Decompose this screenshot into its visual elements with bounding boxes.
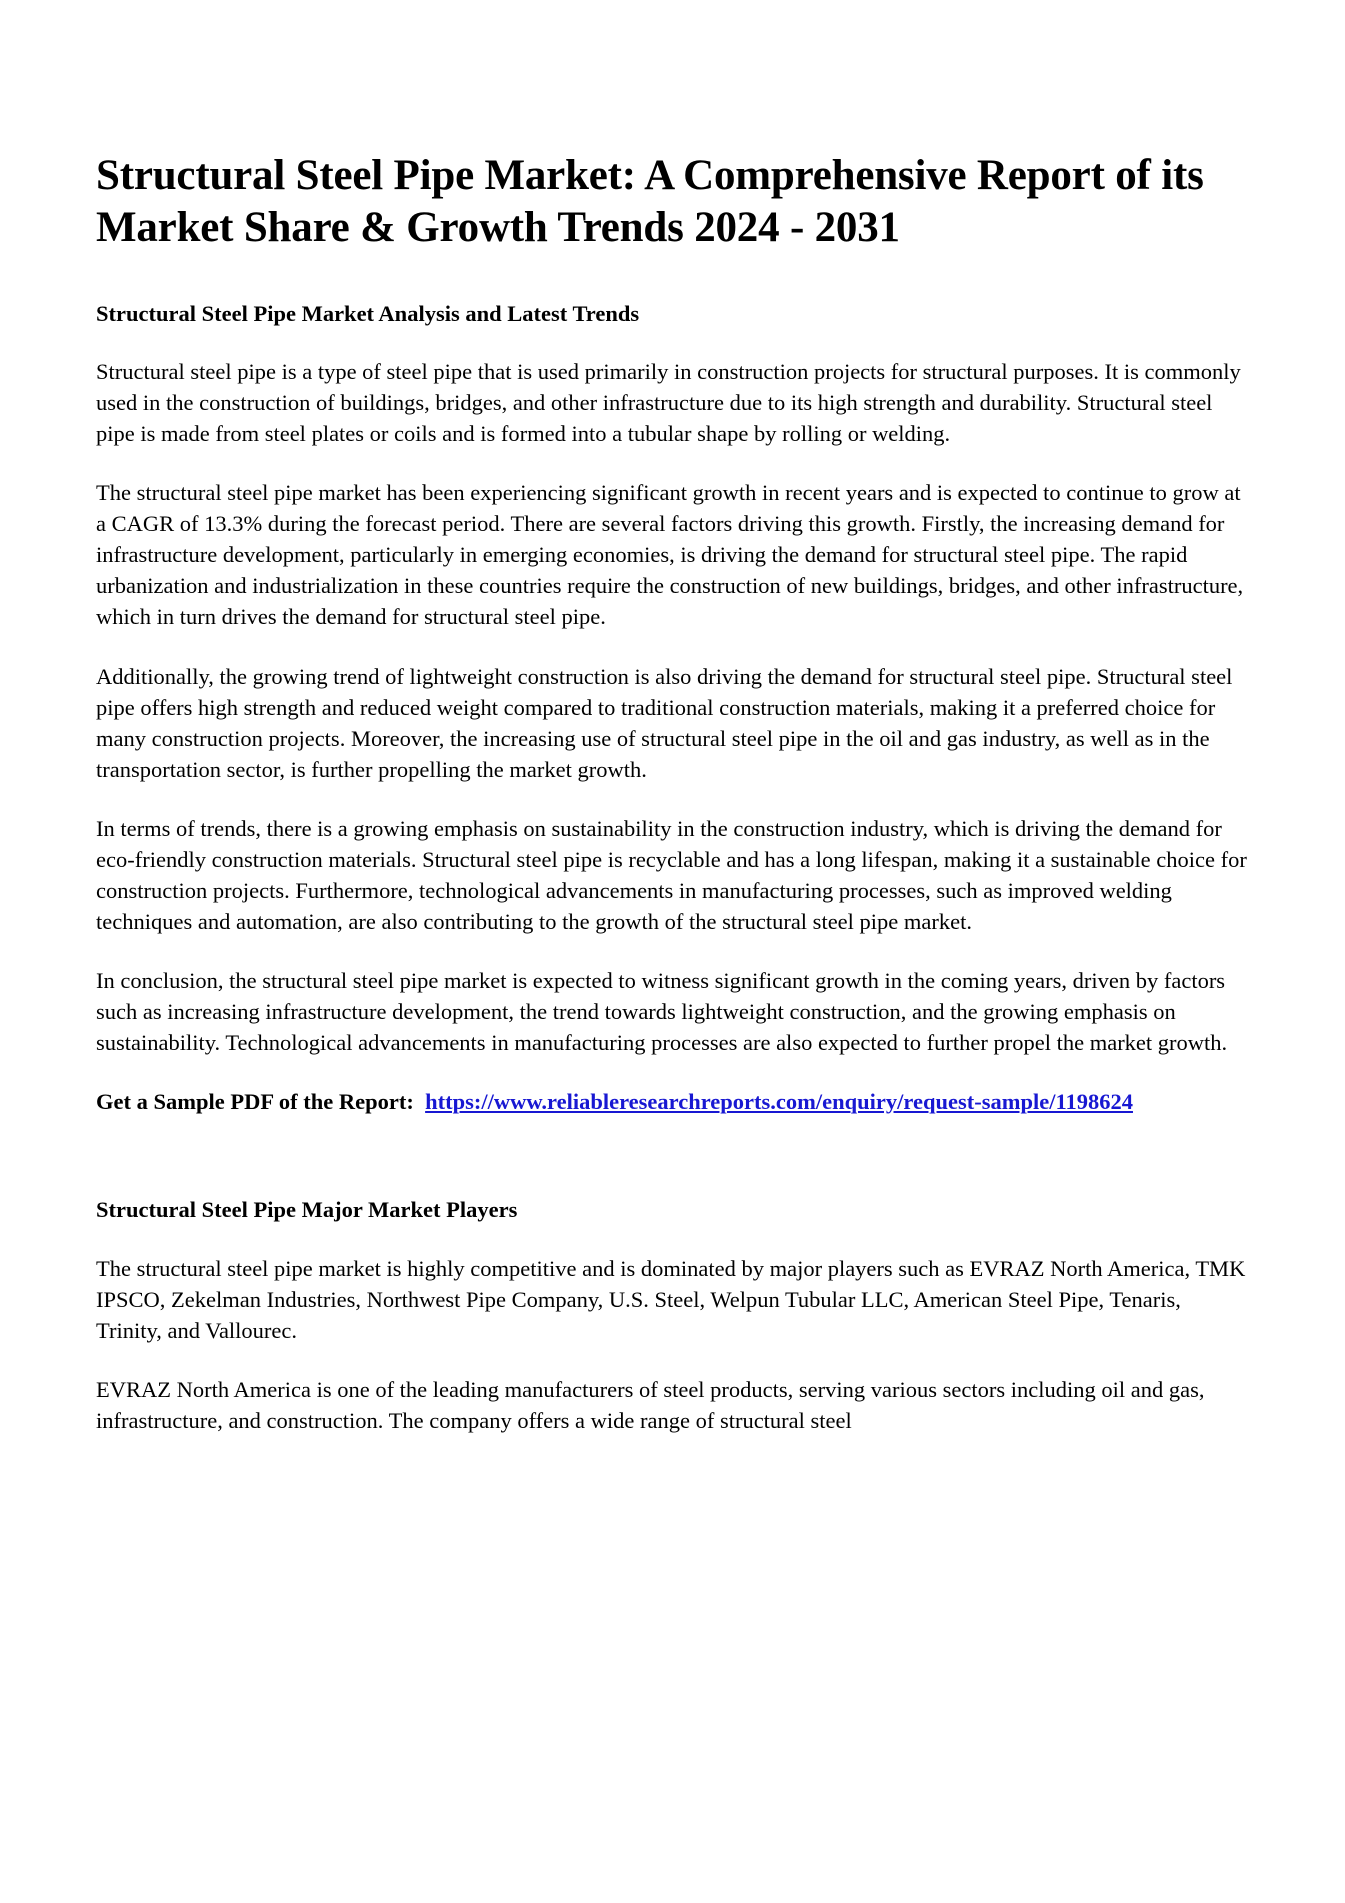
spacer [96, 1145, 1249, 1197]
sample-pdf-line [96, 1086, 1249, 1117]
paragraph-conclusion: In conclusion, the structural steel pipe market is expected to witness significant growth in the coming years, driven by factors such as increasing infrastructure development, the trend towards lightweight construction, and the growing emphasis on sustainability. Technological advancements in manufacturing processes are also expected to further propel the market growth. [96, 967, 1228, 1055]
paragraph-growth: The structural steel pipe market has been experiencing significant growth in recent years and is expected to continue to grow at a CAGR of 13.3% during the forecast period. There are several factors driving this growth. Firstly, the increasing demand for infrastructure development, particularly in emerging economies, is driving the demand for structural steel pipe. The rapid urbanization and industrialization in these countries require the construction of new buildings, bridges, and other infrastructure, which in turn drives the demand for structural steel pipe. [96, 480, 1244, 630]
section-heading-analysis: Structural Steel Pipe Market Analysis and Latest Trends [96, 300, 640, 326]
sample-pdf-label: Get a Sample PDF of the Report: [96, 1089, 414, 1115]
sample-pdf-link[interactable]: https://www.reliableresearchreports.com/enquiry/request-sample/1198624 [425, 1089, 1133, 1115]
paragraph-trends: In terms of trends, there is a growing emphasis on sustainability in the construction industry, which is driving the demand for eco-friendly construction materials. Structural steel pipe is recyclable and has a long lifespan, making it a sustainable choice for construction projects. Furthermore, technological advancements in manufacturing processes, such as improved welding techniques and automation, are also contributing to the growth of the structural steel pipe market. [96, 815, 1247, 934]
page-title: Structural Steel Pipe Market: A Comprehensive Report of its Market Share & Growth Trends 2024 - 2031 [96, 152, 1204, 252]
section-heading-players: Structural Steel Pipe Major Market Players [96, 1197, 518, 1223]
paragraph-intro: Structural steel pipe is a type of steel pipe that is used primarily in construction projects for structural purposes. It is commonly used in the construction of buildings, bridges, and other infrastructure due to its high strength and durability. Structural steel pipe is made from steel plates or coils and is formed into a tubular shape by rolling or welding. [96, 359, 1241, 447]
paragraph-lightweight: Additionally, the growing trend of lightweight construction is also driving the demand for structural steel pipe. Structural steel pipe offers high strength and reduced weight compared to traditional construction materials, making it a preferred choice for many construction projects. Moreover, the increasing use of structural steel pipe in the oil and gas industry, as well as in the transportation sector, is further propelling the market growth. [96, 663, 1233, 782]
paragraph-players-overview: The structural steel pipe market is highly competitive and is dominated by major players such as EVRAZ North America, TMK IPSCO, Zekelman Industries, Northwest Pipe Company, U.S. Steel, Welpun Tubular LLC, American Steel Pipe, Tenaris, Trinity, and Vallourec. [96, 1256, 1246, 1344]
paragraph-evraz: EVRAZ North America is one of the leading manufacturers of steel products, serving various sectors including oil and gas, infrastructure, and construction. The company offers a wide range of structural steel [96, 1377, 1205, 1434]
